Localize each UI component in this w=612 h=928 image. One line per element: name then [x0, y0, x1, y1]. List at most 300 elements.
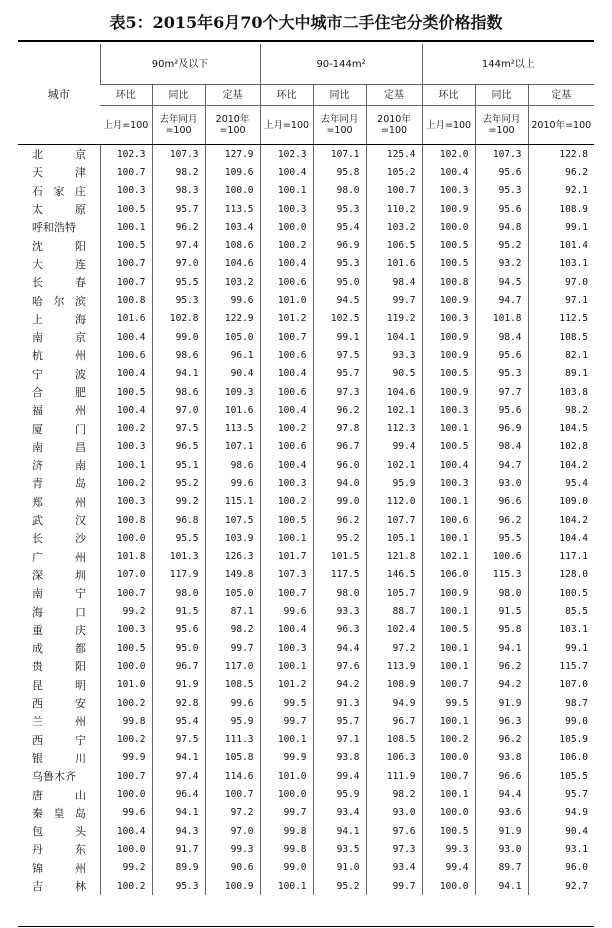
- index-value: 97.2: [366, 639, 422, 657]
- index-value: 100.6: [100, 346, 152, 364]
- table-row: [18, 419, 594, 437]
- city-name-text: 郑 州: [32, 495, 86, 509]
- city-name-text: 广 州: [32, 550, 86, 564]
- index-value: 93.4: [313, 804, 366, 822]
- table-row: [18, 310, 594, 328]
- city-name: [18, 602, 100, 620]
- group-header-medium: 90-144m²: [260, 44, 422, 85]
- index-value: 99.4: [366, 438, 422, 456]
- index-value: 99.8: [260, 840, 313, 858]
- index-value: 115.7: [528, 657, 594, 675]
- index-value: 90.4: [205, 365, 260, 383]
- column-header: 环比: [422, 85, 475, 106]
- table-row: [18, 584, 594, 602]
- index-value: 93.0: [366, 804, 422, 822]
- table-row: [18, 365, 594, 383]
- column-header: 环比: [100, 85, 152, 106]
- index-value: 115.3: [475, 566, 528, 584]
- index-value: 100.4: [260, 163, 313, 181]
- city-name: [18, 804, 100, 822]
- index-value: 106.5: [366, 236, 422, 254]
- index-value: 97.0: [205, 822, 260, 840]
- index-value: 106.0: [528, 749, 594, 767]
- index-value: 100.1: [422, 785, 475, 803]
- index-value: 98.0: [152, 584, 205, 602]
- index-value: 96.2: [152, 218, 205, 236]
- index-value: 101.7: [260, 548, 313, 566]
- index-value: 100.8: [100, 511, 152, 529]
- index-value: 101.0: [100, 676, 152, 694]
- column-header: 环比: [260, 85, 313, 106]
- city-name-text: 唐 山: [32, 788, 86, 802]
- index-value: 89.9: [152, 859, 205, 877]
- index-value: 100.9: [422, 291, 475, 309]
- city-name: [18, 859, 100, 877]
- index-value: 100.1: [422, 712, 475, 730]
- index-value: 97.5: [313, 346, 366, 364]
- index-value: 100.3: [100, 438, 152, 456]
- city-name-text: 长 沙: [32, 532, 86, 546]
- index-value: 96.9: [313, 236, 366, 254]
- table-row: [18, 145, 594, 164]
- index-value: 100.5: [422, 822, 475, 840]
- city-name-text: 杭 州: [32, 349, 86, 363]
- city-name-text: 锦 州: [32, 861, 86, 875]
- index-value: 109.6: [205, 163, 260, 181]
- city-name-text: 重 庆: [32, 623, 86, 637]
- index-value: 96.0: [528, 859, 594, 877]
- index-value: 96.6: [475, 493, 528, 511]
- city-name-text: 太 原: [32, 203, 86, 217]
- index-value: 103.2: [205, 273, 260, 291]
- index-value: 95.7: [313, 365, 366, 383]
- index-value: 101.8: [475, 310, 528, 328]
- index-value: 100.0: [100, 529, 152, 547]
- city-name: [18, 236, 100, 254]
- index-value: 107.1: [313, 145, 366, 164]
- table-row: [18, 273, 594, 291]
- index-value: 100.0: [422, 218, 475, 236]
- city-name: [18, 840, 100, 858]
- index-value: 97.2: [205, 804, 260, 822]
- index-value: 97.7: [475, 383, 528, 401]
- index-value: 107.5: [205, 511, 260, 529]
- index-value: 100.2: [260, 493, 313, 511]
- city-name: [18, 163, 100, 181]
- city-name: [18, 712, 100, 730]
- index-value: 100.6: [260, 383, 313, 401]
- index-value: 94.2: [313, 676, 366, 694]
- index-value: 99.9: [100, 749, 152, 767]
- index-value: 93.5: [313, 840, 366, 858]
- city-name: [18, 657, 100, 675]
- table-row: [18, 236, 594, 254]
- column-header: 定基: [366, 85, 422, 106]
- index-value: 100.4: [100, 822, 152, 840]
- index-value: 97.5: [152, 419, 205, 437]
- index-value: 95.4: [152, 712, 205, 730]
- index-value: 82.1: [528, 346, 594, 364]
- index-value: 95.4: [313, 218, 366, 236]
- city-name-text: 厦 门: [32, 422, 86, 436]
- city-name-text: 成 都: [32, 642, 86, 656]
- city-name: [18, 456, 100, 474]
- index-value: 97.4: [152, 767, 205, 785]
- index-value: 95.5: [475, 529, 528, 547]
- index-value: 96.8: [152, 511, 205, 529]
- city-name-text: 贵 阳: [32, 660, 86, 674]
- table-row: [18, 328, 594, 346]
- index-value: 96.0: [313, 456, 366, 474]
- city-name: [18, 785, 100, 803]
- index-value: 117.0: [205, 657, 260, 675]
- city-name-text: 福 州: [32, 404, 86, 418]
- index-value: 100.1: [422, 493, 475, 511]
- index-value: 110.2: [366, 200, 422, 218]
- column-header: 同比: [475, 85, 528, 106]
- index-value: 100.4: [100, 328, 152, 346]
- index-value: 96.7: [366, 712, 422, 730]
- index-value: 103.9: [205, 529, 260, 547]
- table-row: [18, 474, 594, 492]
- index-value: 101.6: [366, 255, 422, 273]
- index-value: 100.5: [422, 438, 475, 456]
- index-value: 100.0: [422, 877, 475, 895]
- index-value: 97.1: [313, 731, 366, 749]
- index-value: 100.3: [100, 182, 152, 200]
- index-value: 96.2: [313, 511, 366, 529]
- table-row: [18, 438, 594, 456]
- index-value: 115.1: [205, 493, 260, 511]
- index-value: 89.7: [475, 859, 528, 877]
- city-name-text: 北 京: [32, 148, 86, 162]
- index-value: 100.7: [100, 273, 152, 291]
- index-value: 100.0: [422, 804, 475, 822]
- index-value: 89.1: [528, 365, 594, 383]
- index-value: 101.6: [100, 310, 152, 328]
- index-value: 91.9: [475, 822, 528, 840]
- index-value: 100.9: [422, 346, 475, 364]
- index-value: 94.1: [152, 365, 205, 383]
- index-value: 105.8: [205, 749, 260, 767]
- index-value: 101.6: [205, 401, 260, 419]
- index-value: 100.7: [260, 584, 313, 602]
- index-value: 93.2: [475, 255, 528, 273]
- index-value: 100.0: [100, 840, 152, 858]
- index-value: 100.2: [100, 731, 152, 749]
- city-name: [18, 474, 100, 492]
- city-name: [18, 493, 100, 511]
- page-title: 表5：2015年6月70个大中城市二手住宅分类价格指数: [109, 13, 503, 32]
- city-name: [18, 749, 100, 767]
- index-value: 100.9: [422, 200, 475, 218]
- index-value: 93.6: [475, 804, 528, 822]
- index-value: 100.1: [260, 657, 313, 675]
- index-value: 100.1: [260, 182, 313, 200]
- index-value: 98.6: [152, 346, 205, 364]
- city-name: [18, 822, 100, 840]
- group-header-small: 90m²及以下: [100, 44, 260, 85]
- index-value: 100.3: [100, 493, 152, 511]
- index-value: 102.1: [422, 548, 475, 566]
- index-value: 98.7: [528, 694, 594, 712]
- index-value: 117.1: [528, 548, 594, 566]
- index-value: 100.7: [260, 328, 313, 346]
- index-value: 99.0: [260, 859, 313, 877]
- city-name: [18, 291, 100, 309]
- index-value: 107.3: [152, 145, 205, 164]
- index-value: 149.8: [205, 566, 260, 584]
- index-value: 99.3: [205, 840, 260, 858]
- city-name-text: 济 南: [32, 459, 86, 473]
- index-value: 91.3: [313, 694, 366, 712]
- index-value: 93.8: [313, 749, 366, 767]
- index-value: 100.2: [260, 236, 313, 254]
- index-value: 95.2: [152, 474, 205, 492]
- index-value: 94.9: [366, 694, 422, 712]
- index-value: 104.5: [528, 419, 594, 437]
- index-value: 146.5: [366, 566, 422, 584]
- index-value: 102.1: [366, 401, 422, 419]
- index-value: 100.0: [260, 785, 313, 803]
- index-value: 102.1: [366, 456, 422, 474]
- index-value: 97.0: [152, 401, 205, 419]
- city-name: [18, 401, 100, 419]
- index-value: 85.5: [528, 602, 594, 620]
- city-name-text: 青 岛: [32, 477, 86, 491]
- index-value: 100.2: [100, 694, 152, 712]
- index-value: 95.7: [152, 200, 205, 218]
- index-value: 95.6: [475, 401, 528, 419]
- index-value: 98.2: [152, 163, 205, 181]
- index-value: 99.7: [260, 804, 313, 822]
- table-row: [18, 511, 594, 529]
- index-value: 100.9: [205, 877, 260, 895]
- index-value: 95.9: [366, 474, 422, 492]
- index-value: 98.0: [313, 182, 366, 200]
- index-value: 99.9: [260, 749, 313, 767]
- index-value: 100.5: [528, 584, 594, 602]
- table-row: [18, 291, 594, 309]
- column-header: 同比: [313, 85, 366, 106]
- index-value: 102.0: [422, 145, 475, 164]
- city-name-text: 深 圳: [32, 568, 86, 582]
- column-base-header: 去年同月=100: [475, 106, 528, 145]
- table-row: [18, 602, 594, 620]
- index-value: 99.1: [313, 328, 366, 346]
- city-name: 乌鲁木齐: [32, 770, 76, 784]
- index-value: 113.5: [205, 200, 260, 218]
- index-value: 97.3: [313, 383, 366, 401]
- index-value: 100.1: [100, 218, 152, 236]
- index-value: 104.4: [528, 529, 594, 547]
- index-value: 100.3: [260, 639, 313, 657]
- index-value: 100.9: [422, 383, 475, 401]
- index-value: 112.5: [528, 310, 594, 328]
- index-value: 122.9: [205, 310, 260, 328]
- index-value: 100.1: [422, 639, 475, 657]
- index-value: 112.0: [366, 493, 422, 511]
- index-value: 96.6: [475, 767, 528, 785]
- city-name: [18, 731, 100, 749]
- city-name: [18, 877, 100, 895]
- index-value: 92.8: [152, 694, 205, 712]
- table-row: [18, 804, 594, 822]
- index-value: 102.3: [260, 145, 313, 164]
- index-value: 95.4: [528, 474, 594, 492]
- city-name: [18, 273, 100, 291]
- table-row: [18, 548, 594, 566]
- index-value: 128.0: [528, 566, 594, 584]
- index-value: 100.6: [475, 548, 528, 566]
- column-base-header: 去年同月=100: [313, 106, 366, 145]
- table-row: [18, 859, 594, 877]
- index-value: 103.2: [366, 218, 422, 236]
- index-value: 88.7: [366, 602, 422, 620]
- index-value: 100.9: [422, 584, 475, 602]
- index-value: 105.1: [366, 529, 422, 547]
- index-value: 93.4: [366, 859, 422, 877]
- index-value: 100.3: [422, 310, 475, 328]
- index-value: 108.9: [528, 200, 594, 218]
- index-value: 99.2: [100, 602, 152, 620]
- index-value: 94.1: [475, 877, 528, 895]
- index-value: 103.4: [205, 218, 260, 236]
- index-value: 102.5: [313, 310, 366, 328]
- city-name-text: 银 川: [32, 751, 86, 765]
- city-column-header: 城市: [18, 44, 100, 145]
- index-value: 92.1: [528, 182, 594, 200]
- index-value: 99.4: [422, 859, 475, 877]
- group-header-large: 144m²以上: [422, 44, 594, 85]
- city-name-text: 吉 林: [32, 880, 86, 894]
- index-value: 99.0: [313, 493, 366, 511]
- index-value: 97.0: [152, 255, 205, 273]
- index-value: 100.8: [422, 273, 475, 291]
- table-row: [18, 639, 594, 657]
- index-value: 99.1: [528, 639, 594, 657]
- index-value: 100.3: [260, 474, 313, 492]
- index-value: 94.1: [313, 822, 366, 840]
- city-name-text: 海 口: [32, 605, 86, 619]
- index-value: 92.7: [528, 877, 594, 895]
- index-value: 98.6: [152, 383, 205, 401]
- index-value: 100.7: [100, 163, 152, 181]
- city-name-text: 哈 尔 滨: [32, 294, 86, 308]
- city-name: [18, 365, 100, 383]
- index-value: 95.3: [152, 877, 205, 895]
- index-value: 97.5: [152, 731, 205, 749]
- index-value: 105.2: [366, 163, 422, 181]
- index-value: 94.7: [475, 456, 528, 474]
- index-value: 95.2: [475, 236, 528, 254]
- index-value: 99.7: [366, 291, 422, 309]
- city-name: [18, 566, 100, 584]
- index-value: 100.4: [260, 401, 313, 419]
- index-value: 104.1: [366, 328, 422, 346]
- index-value: 111.3: [205, 731, 260, 749]
- table-row: [18, 767, 594, 785]
- index-value: 98.3: [152, 182, 205, 200]
- index-value: 101.0: [260, 291, 313, 309]
- index-value: 100.0: [205, 182, 260, 200]
- table-row: [18, 621, 594, 639]
- index-value: 99.4: [313, 767, 366, 785]
- index-value: 100.5: [260, 511, 313, 529]
- table-row: [18, 657, 594, 675]
- index-value: 95.5: [152, 529, 205, 547]
- city-name: [18, 529, 100, 547]
- index-value: 101.3: [152, 548, 205, 566]
- table-row: [18, 822, 594, 840]
- city-name-text: 兰 州: [32, 715, 86, 729]
- index-value: 99.8: [260, 822, 313, 840]
- index-value: 91.9: [152, 676, 205, 694]
- city-name: [18, 419, 100, 437]
- index-value: 96.7: [313, 438, 366, 456]
- index-value: 98.2: [205, 621, 260, 639]
- index-value: 100.6: [260, 438, 313, 456]
- index-value: 105.7: [366, 584, 422, 602]
- index-value: 96.2: [313, 401, 366, 419]
- index-value: 107.7: [366, 511, 422, 529]
- city-name: [18, 511, 100, 529]
- index-value: 100.7: [100, 767, 152, 785]
- city-name-text: 南 宁: [32, 587, 86, 601]
- index-value: 100.5: [100, 236, 152, 254]
- city-name: [18, 584, 100, 602]
- index-value: 96.3: [475, 712, 528, 730]
- city-name-text: 大 连: [32, 257, 86, 271]
- index-value: 94.5: [313, 291, 366, 309]
- column-base-header: 2010年=100: [205, 106, 260, 145]
- city-name-text: 西 宁: [32, 733, 86, 747]
- column-base-header: 2010年=100: [366, 106, 422, 145]
- index-value: 108.5: [366, 731, 422, 749]
- index-value: 100.5: [422, 255, 475, 273]
- index-value: 93.3: [366, 346, 422, 364]
- table-row: [18, 255, 594, 273]
- index-value: 95.2: [313, 877, 366, 895]
- column-base-header: 上月=100: [100, 106, 152, 145]
- column-base-header: 上月=100: [422, 106, 475, 145]
- index-value: 99.1: [528, 218, 594, 236]
- index-value: 97.3: [366, 840, 422, 858]
- index-value: 100.7: [422, 767, 475, 785]
- index-value: 95.1: [152, 456, 205, 474]
- index-value: 97.0: [528, 273, 594, 291]
- table-row: [18, 493, 594, 511]
- city-name: [18, 438, 100, 456]
- table-row: [18, 163, 594, 181]
- index-value: 100.1: [422, 657, 475, 675]
- index-value: 108.5: [528, 328, 594, 346]
- index-value: 99.6: [205, 474, 260, 492]
- index-value: 100.4: [100, 401, 152, 419]
- index-value: 100.7: [100, 584, 152, 602]
- index-value: 99.7: [260, 712, 313, 730]
- index-value: 106.0: [422, 566, 475, 584]
- index-value: 100.5: [100, 200, 152, 218]
- index-value: 103.1: [528, 621, 594, 639]
- city-name-text: 宁 波: [32, 367, 86, 381]
- city-name: [18, 383, 100, 401]
- index-value: 104.6: [366, 383, 422, 401]
- index-value: 95.0: [313, 273, 366, 291]
- index-value: 113.5: [205, 419, 260, 437]
- index-value: 94.0: [313, 474, 366, 492]
- table-row: [18, 456, 594, 474]
